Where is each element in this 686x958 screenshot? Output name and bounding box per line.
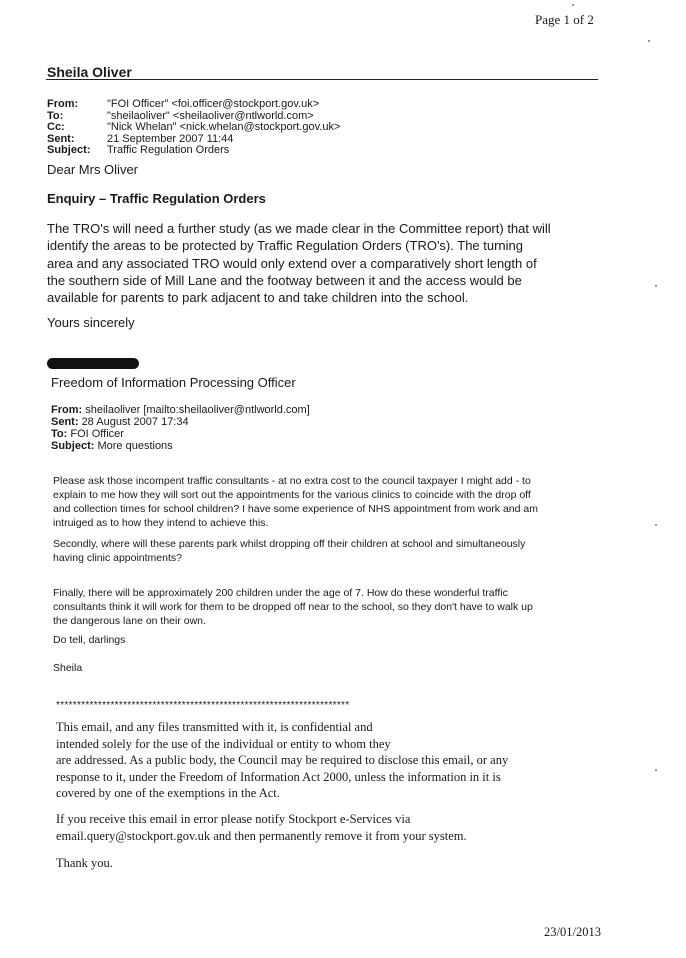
disclaimer-line: are addressed. As a public body, the Council may be required to disclose this email, or any: [56, 753, 509, 767]
orig-subject-value: More questions: [97, 440, 173, 452]
scan-speck: [655, 769, 657, 771]
to-value: "sheilaoliver" <sheilaoliver@ntlworld.com>: [107, 109, 314, 122]
body-line: the southern side of Mill Lane and the footway between it and the access would be: [47, 272, 522, 288]
salutation: Dear Mrs Oliver: [47, 162, 139, 177]
from-value: "FOI Officer" <foi.officer@stockport.gov.uk>: [107, 98, 320, 110]
print-date: 23/01/2013: [544, 925, 601, 939]
orig-subject-label: Subject:: [51, 440, 95, 452]
error-line: If you receive this email in error please notify Stockport e-Services via: [56, 812, 411, 826]
closing: Yours sincerely: [47, 315, 135, 330]
sent-value: 21 September 2007 11:44: [107, 132, 234, 145]
orig-subject-row: [51, 440, 310, 452]
orig-from-value: sheilaoliver [mailto:sheilaoliver@ntlworld.com]: [85, 404, 310, 416]
orig-to-value: FOI Officer: [70, 428, 124, 440]
cc-value: "Nick Whelan" <nick.whelan@stockport.gov.uk>: [107, 121, 341, 133]
sender-name: Sheila Oliver: [47, 64, 132, 80]
paragraph-line: intruiged as to how they intend to achieve this.: [53, 517, 269, 529]
subject-value: Traffic Regulation Orders: [107, 144, 230, 156]
paragraph-line: Finally, there will be approximately 200 children under the age of 7. How do these wonderful traffic: [53, 587, 508, 599]
original-signature: Sheila: [53, 662, 83, 674]
scan-speck: [572, 4, 574, 6]
original-signoff: Do tell, darlings: [53, 634, 126, 646]
orig-from-label: From:: [51, 404, 83, 416]
disclaimer: [56, 719, 576, 802]
paragraph-line: consultants think it will work for them to be dropped off near to the school, so they don't have to walk up: [53, 601, 533, 613]
orig-to-label: To:: [51, 428, 68, 440]
paragraph-line: having clinic appointments?: [53, 552, 182, 564]
header-rule: [46, 79, 598, 80]
subject-label: Subject:: [47, 144, 91, 156]
cc-row: [47, 122, 340, 134]
body-line: available for parents to park adjacent to and take children into the school.: [47, 290, 469, 306]
body-line: The TRO's will need a further study (as we made clear in the Committee report) that will: [47, 221, 551, 236]
original-paragraph-1: [53, 474, 613, 530]
body-line: identify the areas to be protected by Traffic Regulation Orders (TRO's). The turning: [47, 238, 524, 254]
separator-line: **********************************************************************: [56, 700, 350, 711]
thanks-text: Thank you.: [56, 856, 113, 870]
from-label: From:: [47, 98, 79, 110]
orig-to-row: [51, 428, 310, 440]
scan-speck: [655, 285, 657, 287]
original-paragraph-2: [53, 537, 613, 565]
orig-sent-label: Sent:: [51, 416, 79, 428]
subject-row: [47, 145, 340, 157]
sent-label: Sent:: [47, 132, 75, 145]
error-notice: [56, 811, 576, 844]
redacted-signature: [47, 358, 139, 369]
original-paragraph-3: [53, 586, 613, 628]
disclaimer-line: covered by one of the exemptions in the Act.: [56, 786, 280, 800]
orig-from-row: [51, 404, 310, 416]
error-line: email.query@stockport.gov.uk and then permanently remove it from your system.: [56, 828, 467, 843]
disclaimer-line: This email, and any files transmitted with it, is confidential and: [56, 720, 373, 734]
scan-speck: [648, 40, 650, 42]
paragraph-line: and collection times for school children? I have some experience of NHS appointment from work and am: [53, 503, 538, 515]
page-number: Page 1 of 2: [535, 12, 594, 27]
to-label: To:: [47, 109, 64, 122]
enquiry-title: Enquiry – Traffic Regulation Orders: [47, 191, 266, 206]
reply-header: [47, 99, 340, 157]
paragraph-line: Secondly, where will these parents park whilst dropping off their children at school and simultaneously: [53, 538, 526, 550]
original-header: [51, 404, 310, 452]
body-line: area and any associated TRO would only extend over a comparatively short length of: [47, 255, 537, 271]
officer-title: Freedom of Information Processing Officer: [51, 375, 296, 390]
orig-sent-row: [51, 416, 310, 428]
disclaimer-line: response to it, under the Freedom of Information Act 2000, unless the information in it is: [56, 769, 501, 784]
disclaimer-line: intended solely for the use of the individual or entity to whom they: [56, 736, 391, 751]
paragraph-line: Please ask those incompent traffic consultants - at no extra cost to the council taxpayer I might add - to: [53, 475, 531, 487]
paragraph-line: the dangerous lane on their own.: [53, 615, 206, 627]
cc-label: Cc:: [47, 121, 65, 133]
orig-sent-value: 28 August 2007 17:34: [81, 416, 189, 428]
reply-body: [47, 220, 637, 306]
paragraph-line: explain to me how they will sort out the appointments for the various clinics to coincide with the drop off: [53, 489, 531, 501]
scan-speck: [655, 524, 657, 526]
from-row: [47, 99, 340, 111]
